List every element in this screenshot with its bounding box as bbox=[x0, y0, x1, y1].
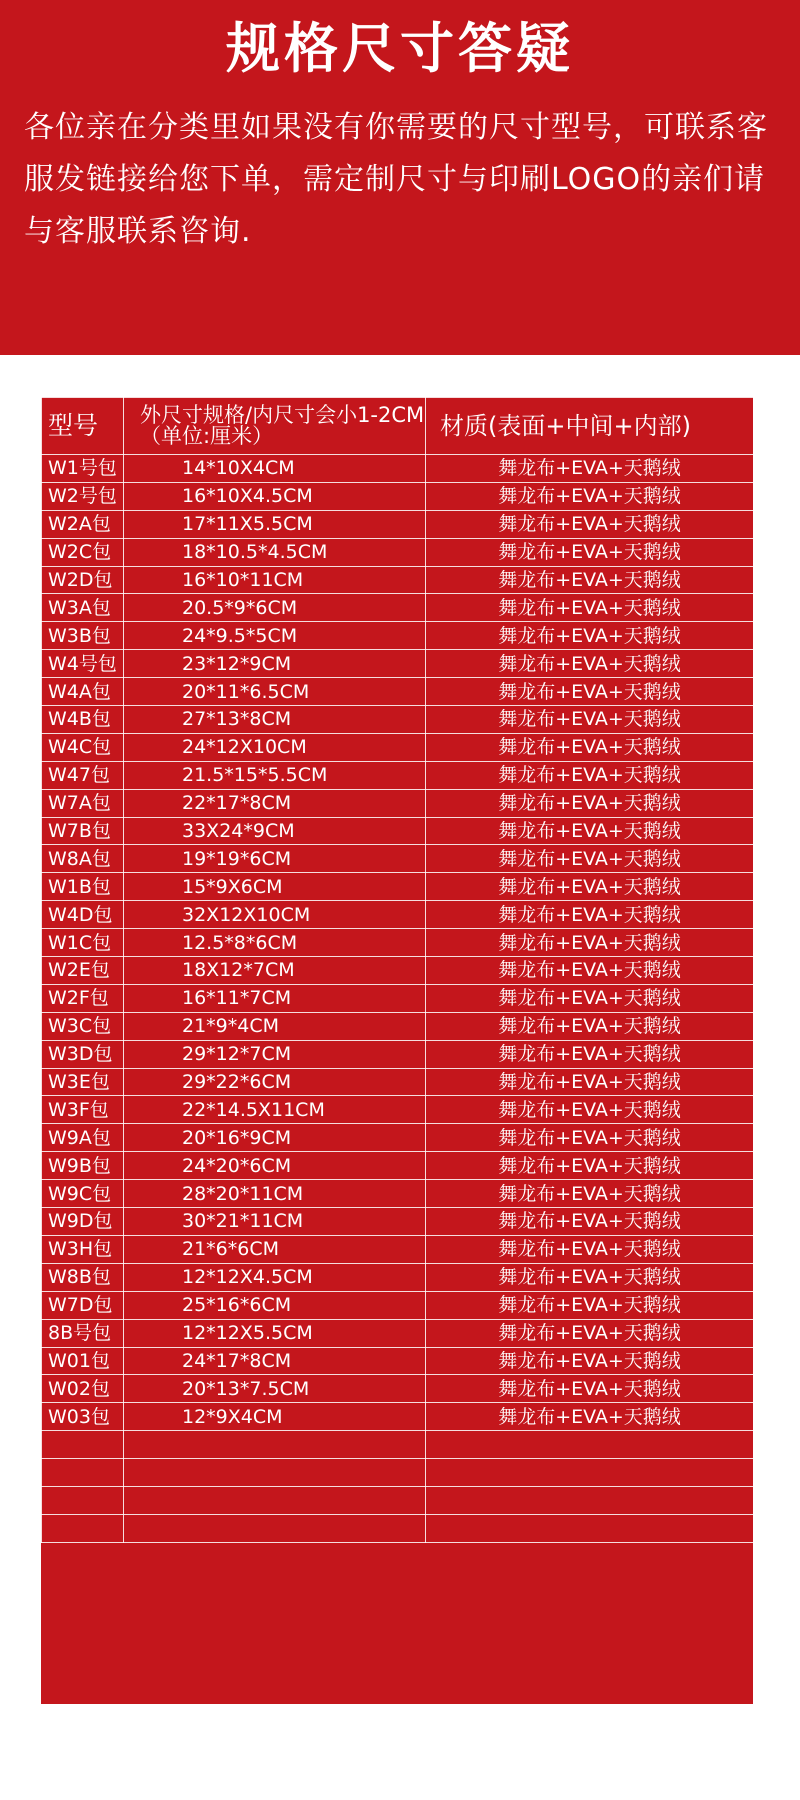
model-cell: W2A包 bbox=[42, 510, 124, 538]
table-row bbox=[42, 1068, 754, 1096]
blank-cell bbox=[42, 1486, 124, 1514]
model-cell: W4B包 bbox=[42, 706, 124, 734]
size-cell: 27*13*8CM bbox=[124, 706, 426, 734]
size-cell: 24*12X10CM bbox=[124, 733, 426, 761]
size-cell: 20*16*9CM bbox=[124, 1124, 426, 1152]
model-cell: W01包 bbox=[42, 1347, 124, 1375]
blank-cell bbox=[426, 1486, 754, 1514]
model-cell: W9A包 bbox=[42, 1124, 124, 1152]
material-cell: 舞龙布+EVA+天鹅绒 bbox=[426, 929, 754, 957]
blank-cell bbox=[124, 1459, 426, 1487]
table-row bbox=[42, 622, 754, 650]
table-row bbox=[42, 594, 754, 622]
material-cell: 舞龙布+EVA+天鹅绒 bbox=[426, 1040, 754, 1068]
blank-row bbox=[42, 1514, 754, 1542]
table-row bbox=[42, 1096, 754, 1124]
material-cell: 舞龙布+EVA+天鹅绒 bbox=[426, 482, 754, 510]
table-row bbox=[42, 789, 754, 817]
size-cell: 24*20*6CM bbox=[124, 1152, 426, 1180]
table-row bbox=[42, 901, 754, 929]
table-row bbox=[42, 929, 754, 957]
material-cell: 舞龙布+EVA+天鹅绒 bbox=[426, 678, 754, 706]
model-cell: W2C包 bbox=[42, 538, 124, 566]
material-cell: 舞龙布+EVA+天鹅绒 bbox=[426, 1068, 754, 1096]
model-cell: W4C包 bbox=[42, 733, 124, 761]
material-cell: 舞龙布+EVA+天鹅绒 bbox=[426, 538, 754, 566]
size-cell: 30*21*11CM bbox=[124, 1208, 426, 1236]
table-row bbox=[42, 538, 754, 566]
model-cell: W3H包 bbox=[42, 1235, 124, 1263]
size-cell: 18*10.5*4.5CM bbox=[124, 538, 426, 566]
size-cell: 33X24*9CM bbox=[124, 817, 426, 845]
table-row bbox=[42, 706, 754, 734]
model-cell: W4号包 bbox=[42, 650, 124, 678]
table-row bbox=[42, 678, 754, 706]
model-cell: W3E包 bbox=[42, 1068, 124, 1096]
size-cell: 24*17*8CM bbox=[124, 1347, 426, 1375]
material-cell: 舞龙布+EVA+天鹅绒 bbox=[426, 901, 754, 929]
material-cell: 舞龙布+EVA+天鹅绒 bbox=[426, 706, 754, 734]
model-cell: W1号包 bbox=[42, 455, 124, 483]
table-row bbox=[42, 1375, 754, 1403]
model-cell: W4A包 bbox=[42, 678, 124, 706]
blank-cell bbox=[124, 1514, 426, 1542]
model-cell: W9C包 bbox=[42, 1180, 124, 1208]
blank-row bbox=[42, 1486, 754, 1514]
model-cell: W1B包 bbox=[42, 873, 124, 901]
header-banner bbox=[0, 0, 800, 355]
size-cell: 25*16*6CM bbox=[124, 1291, 426, 1319]
model-cell: W8B包 bbox=[42, 1263, 124, 1291]
model-cell: W9D包 bbox=[42, 1208, 124, 1236]
blank-cell bbox=[426, 1459, 754, 1487]
table-row bbox=[42, 845, 754, 873]
model-cell: W3C包 bbox=[42, 1012, 124, 1040]
material-cell: 舞龙布+EVA+天鹅绒 bbox=[426, 1347, 754, 1375]
size-cell: 14*10X4CM bbox=[124, 455, 426, 483]
blank-cell bbox=[426, 1514, 754, 1542]
model-cell: W2号包 bbox=[42, 482, 124, 510]
banner-description: 各位亲在分类里如果没有你需要的尺寸型号，可联系客服发链接给您下单，需定制尺寸与印刷LOGO的亲们请与客服联系咨询. bbox=[24, 110, 768, 249]
table-row bbox=[42, 566, 754, 594]
size-cell: 32X12X10CM bbox=[124, 901, 426, 929]
table-row bbox=[42, 1291, 754, 1319]
size-cell: 16*10X4.5CM bbox=[124, 482, 426, 510]
material-cell: 舞龙布+EVA+天鹅绒 bbox=[426, 1012, 754, 1040]
material-cell: 舞龙布+EVA+天鹅绒 bbox=[426, 761, 754, 789]
table-row bbox=[42, 1263, 754, 1291]
table-row bbox=[42, 984, 754, 1012]
table-row bbox=[42, 873, 754, 901]
material-cell: 舞龙布+EVA+天鹅绒 bbox=[426, 733, 754, 761]
header-size: 外尺寸规格/内尺寸会小1-2CM（单位:厘米） bbox=[124, 398, 426, 455]
material-cell: 舞龙布+EVA+天鹅绒 bbox=[426, 817, 754, 845]
size-cell: 29*22*6CM bbox=[124, 1068, 426, 1096]
table-row bbox=[42, 1124, 754, 1152]
material-cell: 舞龙布+EVA+天鹅绒 bbox=[426, 1152, 754, 1180]
material-cell: 舞龙布+EVA+天鹅绒 bbox=[426, 1403, 754, 1431]
material-cell: 舞龙布+EVA+天鹅绒 bbox=[426, 789, 754, 817]
material-cell: 舞龙布+EVA+天鹅绒 bbox=[426, 455, 754, 483]
model-cell: W1C包 bbox=[42, 929, 124, 957]
header-model: 型号 bbox=[42, 398, 124, 455]
model-cell: W3B包 bbox=[42, 622, 124, 650]
table-row bbox=[42, 1208, 754, 1236]
table-row bbox=[42, 482, 754, 510]
model-cell: W9B包 bbox=[42, 1152, 124, 1180]
table-row bbox=[42, 1235, 754, 1263]
material-cell: 舞龙布+EVA+天鹅绒 bbox=[426, 650, 754, 678]
model-cell: W47包 bbox=[42, 761, 124, 789]
material-cell: 舞龙布+EVA+天鹅绒 bbox=[426, 510, 754, 538]
size-cell: 19*19*6CM bbox=[124, 845, 426, 873]
size-cell: 16*11*7CM bbox=[124, 984, 426, 1012]
table-row bbox=[42, 1040, 754, 1068]
spec-table bbox=[41, 397, 754, 1543]
size-cell: 21*9*4CM bbox=[124, 1012, 426, 1040]
model-cell: W03包 bbox=[42, 1403, 124, 1431]
material-cell: 舞龙布+EVA+天鹅绒 bbox=[426, 1096, 754, 1124]
blank-cell bbox=[124, 1431, 426, 1459]
size-cell: 22*14.5X11CM bbox=[124, 1096, 426, 1124]
material-cell: 舞龙布+EVA+天鹅绒 bbox=[426, 845, 754, 873]
model-cell: W2D包 bbox=[42, 566, 124, 594]
size-cell: 29*12*7CM bbox=[124, 1040, 426, 1068]
table-row bbox=[42, 817, 754, 845]
size-cell: 12.5*8*6CM bbox=[124, 929, 426, 957]
table-row bbox=[42, 733, 754, 761]
model-cell: W8A包 bbox=[42, 845, 124, 873]
size-cell: 18X12*7CM bbox=[124, 957, 426, 985]
blank-cell bbox=[42, 1514, 124, 1542]
material-cell: 舞龙布+EVA+天鹅绒 bbox=[426, 1375, 754, 1403]
material-cell: 舞龙布+EVA+天鹅绒 bbox=[426, 594, 754, 622]
size-cell: 22*17*8CM bbox=[124, 789, 426, 817]
material-cell: 舞龙布+EVA+天鹅绒 bbox=[426, 873, 754, 901]
material-cell: 舞龙布+EVA+天鹅绒 bbox=[426, 1319, 754, 1347]
model-cell: W7D包 bbox=[42, 1291, 124, 1319]
size-cell: 21*6*6CM bbox=[124, 1235, 426, 1263]
material-cell: 舞龙布+EVA+天鹅绒 bbox=[426, 984, 754, 1012]
table-row bbox=[42, 761, 754, 789]
model-cell: W2E包 bbox=[42, 957, 124, 985]
size-cell: 21.5*15*5.5CM bbox=[124, 761, 426, 789]
table-row bbox=[42, 1347, 754, 1375]
table-row bbox=[42, 455, 754, 483]
blank-cell bbox=[426, 1431, 754, 1459]
material-cell: 舞龙布+EVA+天鹅绒 bbox=[426, 622, 754, 650]
size-cell: 12*9X4CM bbox=[124, 1403, 426, 1431]
table-row bbox=[42, 510, 754, 538]
model-cell: W2F包 bbox=[42, 984, 124, 1012]
material-cell: 舞龙布+EVA+天鹅绒 bbox=[426, 1291, 754, 1319]
spec-table-panel bbox=[41, 397, 753, 1704]
size-cell: 20*13*7.5CM bbox=[124, 1375, 426, 1403]
model-cell: W7A包 bbox=[42, 789, 124, 817]
model-cell: W3F包 bbox=[42, 1096, 124, 1124]
page-title: 规格尺寸答疑 bbox=[226, 17, 574, 80]
size-cell: 24*9.5*5CM bbox=[124, 622, 426, 650]
material-cell: 舞龙布+EVA+天鹅绒 bbox=[426, 1235, 754, 1263]
size-cell: 20*11*6.5CM bbox=[124, 678, 426, 706]
size-cell: 16*10*11CM bbox=[124, 566, 426, 594]
table-row bbox=[42, 1012, 754, 1040]
model-cell: W4D包 bbox=[42, 901, 124, 929]
material-cell: 舞龙布+EVA+天鹅绒 bbox=[426, 1180, 754, 1208]
size-cell: 17*11X5.5CM bbox=[124, 510, 426, 538]
blank-row bbox=[42, 1459, 754, 1487]
model-cell: W3A包 bbox=[42, 594, 124, 622]
blank-cell bbox=[124, 1486, 426, 1514]
header-material: 材质(表面+中间+内部) bbox=[426, 398, 754, 455]
table-row bbox=[42, 1180, 754, 1208]
material-cell: 舞龙布+EVA+天鹅绒 bbox=[426, 1124, 754, 1152]
blank-cell bbox=[42, 1459, 124, 1487]
size-cell: 15*9X6CM bbox=[124, 873, 426, 901]
model-cell: W3D包 bbox=[42, 1040, 124, 1068]
size-cell: 23*12*9CM bbox=[124, 650, 426, 678]
model-cell: W7B包 bbox=[42, 817, 124, 845]
table-row bbox=[42, 650, 754, 678]
size-cell: 12*12X5.5CM bbox=[124, 1319, 426, 1347]
table-row bbox=[42, 1152, 754, 1180]
blank-cell bbox=[42, 1431, 124, 1459]
table-row bbox=[42, 1319, 754, 1347]
table-row bbox=[42, 957, 754, 985]
material-cell: 舞龙布+EVA+天鹅绒 bbox=[426, 1208, 754, 1236]
model-cell: W02包 bbox=[42, 1375, 124, 1403]
material-cell: 舞龙布+EVA+天鹅绒 bbox=[426, 957, 754, 985]
table-header-row bbox=[42, 398, 754, 455]
size-cell: 12*12X4.5CM bbox=[124, 1263, 426, 1291]
blank-row bbox=[42, 1431, 754, 1459]
material-cell: 舞龙布+EVA+天鹅绒 bbox=[426, 1263, 754, 1291]
size-cell: 28*20*11CM bbox=[124, 1180, 426, 1208]
size-cell: 20.5*9*6CM bbox=[124, 594, 426, 622]
model-cell: 8B号包 bbox=[42, 1319, 124, 1347]
table-row bbox=[42, 1403, 754, 1431]
material-cell: 舞龙布+EVA+天鹅绒 bbox=[426, 566, 754, 594]
